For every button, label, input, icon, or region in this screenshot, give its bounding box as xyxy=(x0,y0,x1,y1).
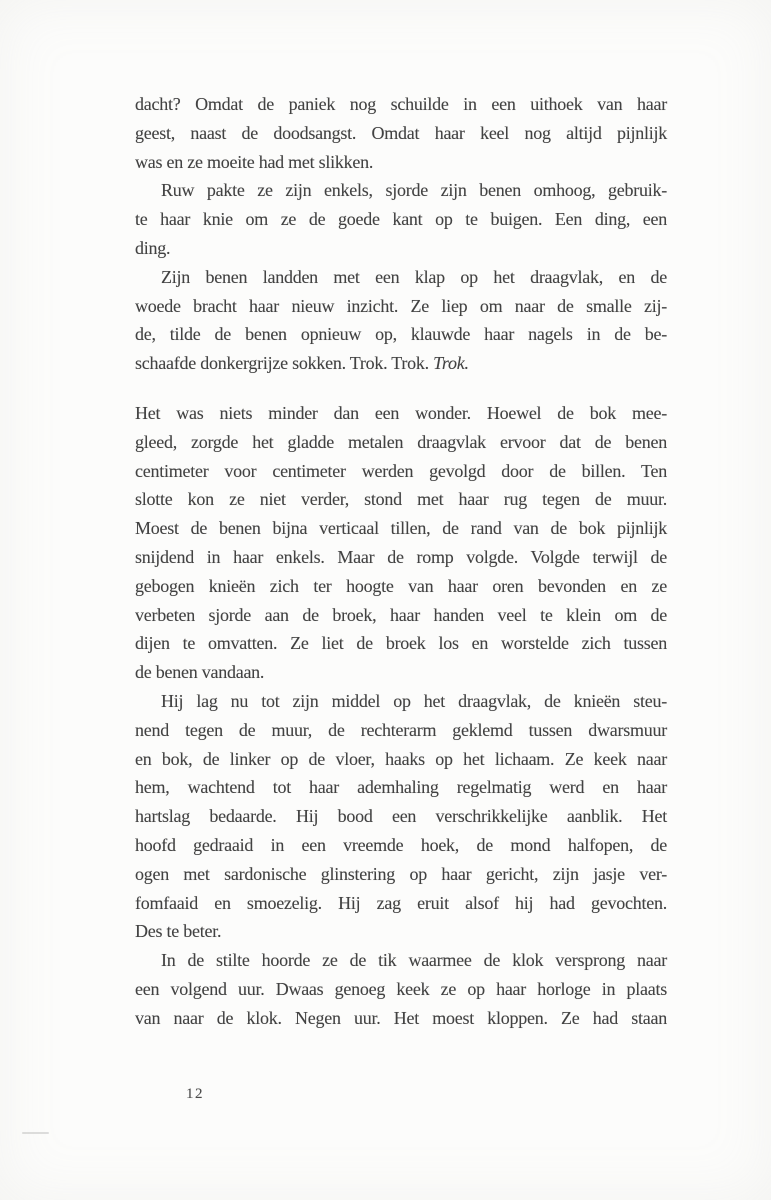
text-line: Hij lag nu tot zijn middel op het draagvlak, de knieën steu- xyxy=(161,690,667,711)
paragraph xyxy=(135,687,667,946)
text-line: gleed, zorgde het gladde metalen draagvlak ervoor dat de benen xyxy=(135,431,667,452)
text-line: Des te beter. xyxy=(135,921,222,942)
text-line: was en ze moeite had met slikken. xyxy=(135,151,374,172)
text-segment: schaafde donkergrijze sokken. Trok. Trok. xyxy=(135,353,434,374)
text-line: dacht? Omdat de paniek nog schuilde in een uithoek van haar xyxy=(135,94,667,114)
text-line: Moest de benen bijna verticaal tillen, de rand van de bok pijnlijk xyxy=(135,518,667,539)
text-line: In de stilte hoorde ze de tik waarmee de klok versprong naar xyxy=(161,950,667,971)
text-line: dijen te omvatten. Ze liet de broek los en worstelde zich tussen xyxy=(135,633,667,654)
text-line: geest, naast de doodsangst. Omdat haar keel nog altijd pijnlijk xyxy=(135,122,667,143)
text-line: Het was niets minder dan een wonder. Hoewel de bok mee- xyxy=(135,402,667,423)
section xyxy=(135,399,667,1033)
text-line: woede bracht haar nieuw inzicht. Ze liep om naar de smalle zij- xyxy=(135,295,667,316)
scan-artifact-mark xyxy=(22,1132,49,1134)
text-line: snijdend in haar enkels. Maar de romp volgde. Volgde terwijl de xyxy=(135,546,667,567)
paragraph xyxy=(135,90,667,176)
text-line: gebogen knieën zich ter hoogte van haar oren bevonden en ze xyxy=(135,575,667,596)
text-line: hem, wachtend tot haar ademhaling regelmatig werd en haar xyxy=(135,777,667,798)
text-line: van naar de klok. Negen uur. Het moest kloppen. Ze had staan xyxy=(135,1007,667,1028)
paragraph xyxy=(135,399,667,687)
text-block xyxy=(135,90,667,1033)
text-line: hartslag bedaarde. Hij bood een verschrikkelijke aanblik. Het xyxy=(135,806,667,827)
text-line: te haar knie om ze de goede kant op te buigen. Een ding, een xyxy=(135,209,667,230)
text-line: slotte kon ze niet verder, stond met haar rug tegen de muur. xyxy=(135,489,667,510)
text-line: centimeter voor centimeter werden gevolgd door de billen. Ten xyxy=(135,460,667,481)
text-line: Ruw pakte ze zijn enkels, sjorde zijn benen omhoog, gebruik- xyxy=(161,180,667,201)
paragraph xyxy=(135,946,667,1032)
text-line xyxy=(135,349,667,378)
text-line: een volgend uur. Dwaas genoeg keek ze op haar horloge in plaats xyxy=(135,978,667,999)
text-line: verbeten sjorde aan de broek, haar handen veel te klein om de xyxy=(135,604,667,625)
text-line: ogen met sardonische glinstering op haar gericht, zijn jasje ver- xyxy=(135,863,667,884)
section xyxy=(135,90,667,378)
paragraph xyxy=(135,263,667,378)
text-line: hoofd gedraaid in een vreemde hoek, de mond halfopen, de xyxy=(135,834,667,855)
text-line: Zijn benen landden met een klap op het draagvlak, en de xyxy=(161,266,667,287)
paragraph xyxy=(135,176,667,262)
text-line: fomfaaid en smoezelig. Hij zag eruit alsof hij had gevochten. xyxy=(135,892,667,913)
page-number: 12 xyxy=(186,1086,204,1102)
text-line: de, tilde de benen opnieuw op, klauwde haar nagels in de be- xyxy=(135,324,667,345)
text-line: ding. xyxy=(135,237,171,258)
text-line: nend tegen de muur, de rechterarm geklemd tussen dwarsmuur xyxy=(135,719,667,740)
text-line: de benen vandaan. xyxy=(135,662,265,683)
italic-text: Trok. xyxy=(433,353,469,374)
text-line: en bok, de linker op de vloer, haaks op het lichaam. Ze keek naar xyxy=(135,748,667,769)
